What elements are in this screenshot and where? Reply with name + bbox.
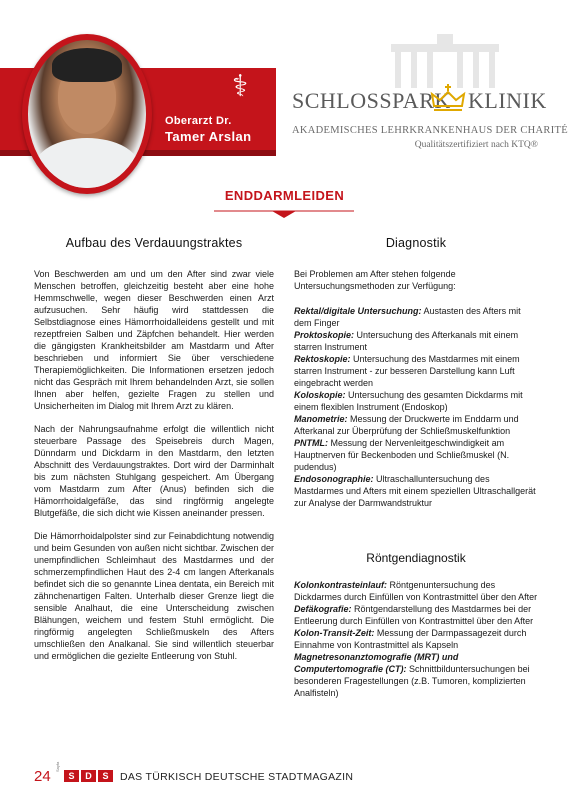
clinic-logo [292, 86, 547, 114]
crown-icon [428, 82, 468, 114]
diagnostics-intro: Bei Problemen am After stehen folgende Untersuchungsmethoden zur Verfügung: [294, 269, 456, 291]
doctor-portrait [28, 40, 146, 188]
method-text: Messung der Nervenleitgeschwindigkeit am Hauptnerven für Beckenboden und Schließmuskel (N. pudendus) [294, 438, 510, 472]
clinic-name-left: SCHLOSSPARK [292, 88, 451, 113]
method-text: Ultraschalluntersuchung des Mastdarmes und Afters mit einem speziellen Ultraschallgerät zur Analyse der Darmwandstruktur [294, 474, 536, 508]
right-column [294, 236, 538, 699]
list-item [294, 305, 538, 329]
list-item [294, 627, 538, 651]
method-text: Messung der Druckwerte im Enddarm und Afterkanal zur Überprüfung der Schließmuskelfunktion [294, 414, 519, 436]
list-item [294, 413, 538, 437]
method-term: Endosonographie: [294, 474, 374, 484]
clinic-subtitle: AKADEMISCHES LEHRKRANKENHAUS DER CHARITÉ [292, 125, 568, 136]
page-number: 24 [34, 768, 51, 785]
clinic-name-right: KLINIK [468, 88, 547, 113]
caduceus-icon: ⚕ [232, 70, 249, 103]
method-text: Schnittbilduntersuchungen bei besonderen Fragestellungen (z.B. Tumoren, komplizierten Analfisteln) [294, 664, 530, 698]
method-term: Kolonkontrasteinlauf: [294, 580, 388, 590]
brandenburg-gate-icon [385, 34, 505, 88]
doctor-name: Tamer Arslan [165, 129, 252, 144]
list-item [294, 329, 538, 353]
magazine-logo-letter: S [98, 770, 113, 782]
method-text: Austasten des Afters mit dem Finger [294, 306, 521, 328]
magazine-logo-letter: D [81, 770, 96, 782]
list-item [294, 473, 538, 509]
diagnostic-methods-list [294, 305, 538, 509]
left-paragraph: Die Hämorrhoidalpolster sind zur Feinabdichtung notwendig und beim Gesunden von außen nicht sichtbar. Zwischen der unempfindlichen Schleimhaut des Mastdarmes und der schmerzempfindlichen Haut des 2-4 cm langen Afterkanals befindet sich die so genannte Linea dentata, ein Bereich mit zähnchenartigen Falten. Unterhalb dieser Grenze liegt die sensible Analhaut, die eine Unterscheidung zwischen Blähungen, weichem und festem Stuhl ermöglicht. Die ringförmig angelegten Schließmuskeln des Afters umschließen den Analkanal. Sie sind willentlich steuerbar und ermöglichen die gezielte Entleerung von Stuhl. [34, 531, 274, 661]
section-title: ENDDARMLEIDEN [224, 188, 345, 203]
page-footer [34, 761, 544, 785]
xray-heading: Röntgendiagnostik [366, 551, 466, 565]
method-term: PNTML: [294, 438, 328, 448]
left-paragraph: Nach der Nahrungsaufnahme erfolgt die willentlich nicht steuerbare Passage des Speisebreis durch Magen, Dünndarm und Dickdarm in den Mastdarm, den letzten Abschnitt des Verdauungstraktes. Dort wird der Darminhalt bis zum nächsten Stuhlgang gespeichert. Am Übergang vom Mastdarm zum After (Anus) befinden sich die Hämorrhoidalgefäße, das sind ringförmig angelegte Blutgefäße, die sich dicht wie Kissen aneinander pressen. [34, 424, 274, 518]
right-heading: Diagnostik [385, 236, 447, 250]
left-heading: Aufbau des Verdauungstraktes [65, 236, 243, 250]
magazine-logo-letter: S [64, 770, 79, 782]
list-item [294, 353, 538, 389]
list-item [294, 651, 538, 699]
list-item [294, 437, 538, 473]
method-text: Untersuchung des Afterkanals mit einem starren Instrument [294, 330, 519, 352]
method-term: Kolon-Transit-Zeit: [294, 628, 375, 638]
method-term: Rektal/digitale Untersuchung: [294, 306, 422, 316]
left-paragraph: Von Beschwerden am und um den After sind zwar viele Menschen betroffen, gleichzeitig besteht aber eine hohe Hemmschwelle, wegen dieser Beschwerden einen Arzt aufzusuchen. Sehr häufig wird stattdessen die Selbstdiagnose eines Hämorrhoidalleidens gestellt und mit rezeptfreien Salben und Zäpfchen behandelt. Hier werden die gängigsten Krankheitsbilder am Mastdarm und After beschrieben und informiert Sie über verschiedene Therapiemöglichkeiten. Die Informationen ersetzen jedoch nicht das Gespräch mit Ihrem behandelnden Arzt, sie sollen Ihnen aber helfen, gezielte Fragen zu stellen und Unsicherheiten im Dialog mit Ihrem Arzt zu klären. [34, 269, 274, 411]
divider-ornament [214, 207, 354, 219]
method-term: Manometrie: [294, 414, 348, 424]
clinic-certification: Qualitätszertifiziert nach KTQ® [414, 140, 538, 150]
method-term: Magnetresonanztomografie (MRT) und Computertomografie (CT): [294, 652, 459, 674]
list-item [294, 389, 538, 413]
xray-methods-list [294, 579, 538, 699]
doctor-title: Oberarzt Dr. [165, 115, 232, 127]
list-item [294, 603, 538, 627]
method-text: Röntgenuntersuchung des Dickdarmes durch Einfüllen von Kontrastmittel über den After [294, 580, 538, 602]
method-term: Koloskopie: [294, 390, 346, 400]
magazine-name: DAS TÜRKISCH DEUTSCHE STADTMAGAZIN [120, 771, 354, 783]
method-term: Rektoskopie: [294, 354, 351, 364]
method-text: Untersuchung des gesamten Dickdarms mit einem flexiblen Instrument (Endoskop) [294, 390, 523, 412]
method-text: Messung der Darmpassagezeit durch Einnahme von Kontrastmittel als Kapseln [294, 628, 527, 650]
method-text: Röntgendarstellung des Mastdarmes bei der Entleerung durch Einfüllen von Kontrastmittel über den After [294, 604, 534, 626]
list-item [294, 579, 538, 603]
method-term: Defäkografie: [294, 604, 352, 614]
method-text: Untersuchung des Mastdarmes mit einem starren Instrument - zur besseren Darstellung kann Luft eingebracht werden [294, 354, 520, 388]
left-column [34, 236, 274, 673]
method-term: Proktoskopie: [294, 330, 355, 340]
page-label: Sayfa [55, 761, 60, 772]
